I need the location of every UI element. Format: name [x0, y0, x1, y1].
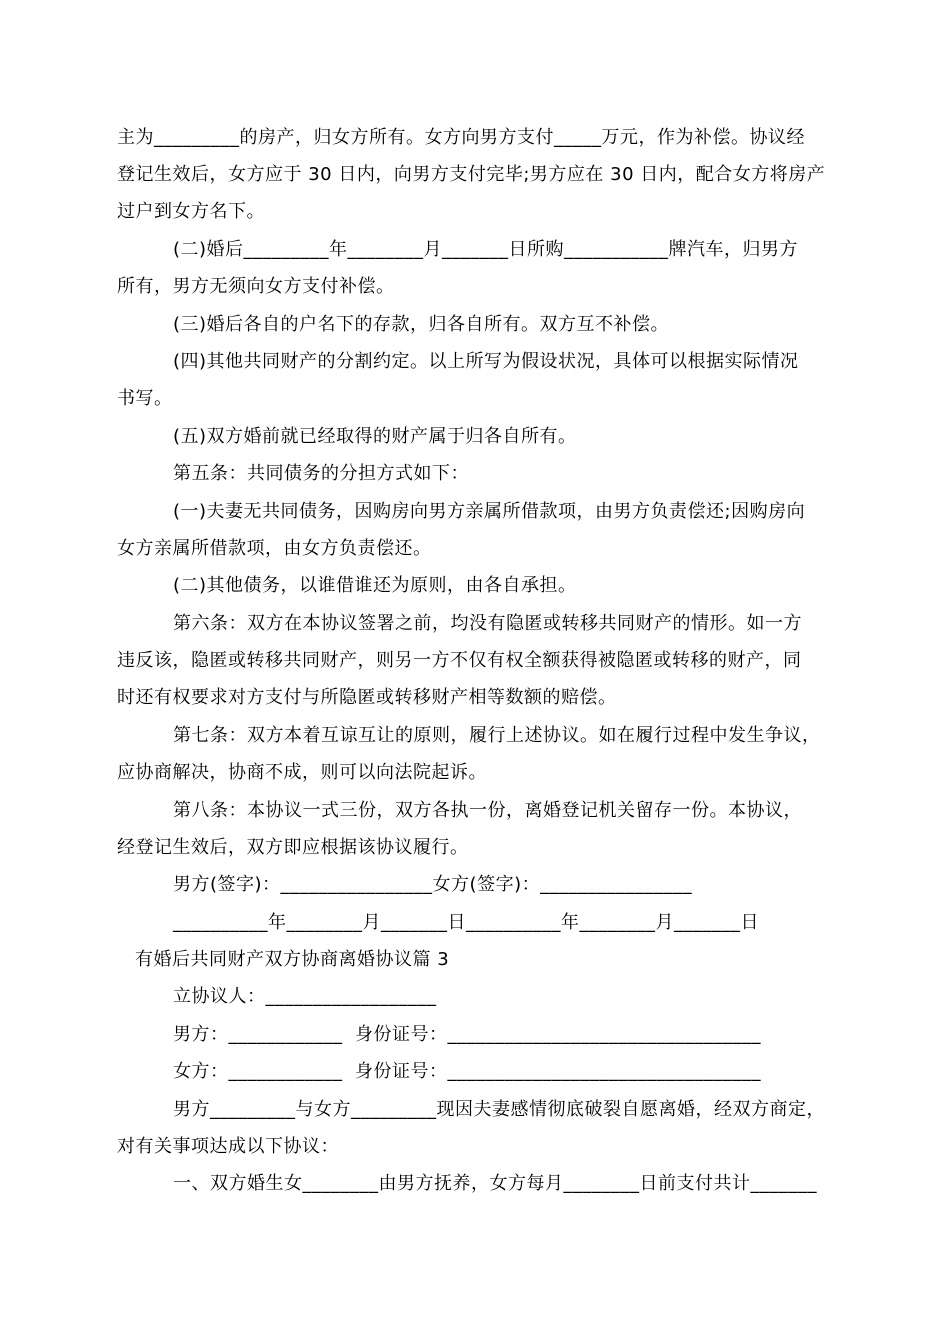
- paragraph-line: 过户到女方名下。: [117, 201, 265, 222]
- paragraph-line: 主为_________的房产，归女方所有。女方向男方支付_____万元，作为补偿。协议经: [117, 127, 805, 148]
- paragraph-line: 第八条：本协议一式三份，双方各执一份，离婚登记机关留存一份。本协议，: [173, 800, 802, 821]
- paragraph-line: 第六条：双方在本协议签署之前，均没有隐匿或转移共同财产的情形。如一方: [173, 613, 802, 634]
- paragraph-line: (五)双方婚前就已经取得的财产属于归各自所有。: [173, 426, 577, 447]
- paragraph-line: 一、双方婚生女________由男方抚养，女方每月________日前支付共计_______: [173, 1173, 817, 1194]
- paragraph-line: (二)其他债务，以谁借谁还为原则，由各自承担。: [173, 575, 577, 596]
- paragraph-line: (三)婚后各自的户名下的存款，归各自所有。双方互不补偿。: [173, 314, 670, 335]
- paragraph-line: 经登记生效后，双方即应根据该协议履行。: [117, 837, 469, 858]
- paragraph-line: 时还有权要求对方支付与所隐匿或转移财产相等数额的赔偿。: [117, 687, 617, 708]
- paragraph-line: 所有，男方无须向女方支付补偿。: [117, 276, 395, 297]
- paragraph-line: (二)婚后_________年________月_______日所购___________牌汽车，归男方: [173, 239, 799, 260]
- paragraph-line: 对有关事项达成以下协议：: [117, 1136, 339, 1157]
- party-line: 立协议人：__________________: [173, 986, 437, 1007]
- paragraph-line: 登记生效后，女方应于 30 日内，向男方支付完毕;男方应在 30 日内，配合女方将房产: [117, 164, 826, 185]
- section-heading: 第五条：共同债务的分担方式如下：: [173, 463, 469, 484]
- party-line: 男方：____________ 身份证号：_________________________________: [173, 1024, 761, 1045]
- party-line: 女方：____________ 身份证号：_________________________________: [173, 1061, 761, 1082]
- date-line: __________年________月_______日__________年________月_______日: [173, 912, 759, 933]
- signature-line: 男方(签字)：________________女方(签字)：________________: [173, 874, 693, 895]
- paragraph-line: 书写。: [117, 388, 173, 409]
- section-title: 有婚后共同财产双方协商离婚协议篇 3: [135, 949, 450, 970]
- paragraph-line: 应协商解决，协商不成，则可以向法院起诉。: [117, 762, 487, 783]
- paragraph-line: (四)其他共同财产的分割约定。以上所写为假设状况，具体可以根据实际情况: [173, 351, 799, 372]
- paragraph-line: 男方_________与女方_________现因夫妻感情彻底破裂自愿离婚，经双方商定，: [173, 1099, 825, 1120]
- paragraph-line: (一)夫妻无共同债务，因购房向男方亲属所借款项，由男方负责偿还;因购房向: [173, 501, 806, 522]
- paragraph-line: 女方亲属所借款项，由女方负责偿还。: [117, 538, 432, 559]
- paragraph-line: 违反该，隐匿或转移共同财产，则另一方不仅有权全额获得被隐匿或转移的财产，同: [117, 650, 802, 671]
- paragraph-line: 第七条：双方本着互谅互让的原则，履行上述协议。如在履行过程中发生争议，: [173, 725, 821, 746]
